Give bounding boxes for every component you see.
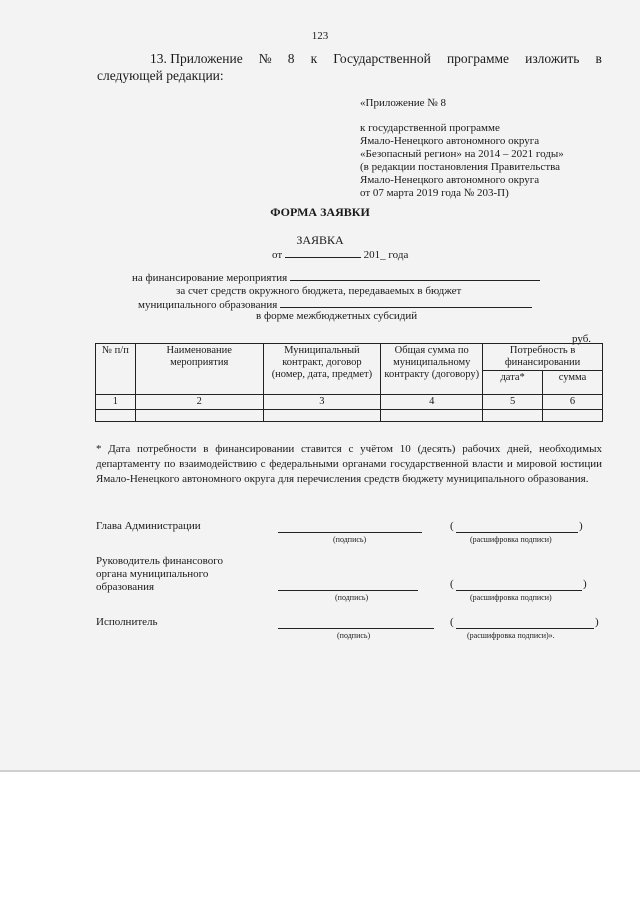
signature-line[interactable] xyxy=(278,627,434,629)
open-paren: ( xyxy=(450,520,454,532)
close-paren: ) xyxy=(579,520,583,532)
item-13-line2: следующей редакции: xyxy=(97,68,224,83)
name-line[interactable] xyxy=(456,627,594,629)
appendix-line: от 07 марта 2019 года № 203-П) xyxy=(360,187,509,199)
table-row xyxy=(96,395,603,410)
table-row xyxy=(96,410,603,422)
signature-line[interactable] xyxy=(278,531,422,533)
appendix-line: Ямало-Ненецкого автономного округа xyxy=(360,135,540,147)
header-date: дата* xyxy=(483,371,543,395)
date-prefix: от xyxy=(272,249,283,261)
open-paren: ( xyxy=(450,616,454,628)
column-number: 4 xyxy=(381,395,483,410)
purpose-line2: за счет средств окружного бюджета, передаваемых в бюджет xyxy=(176,285,462,297)
purpose-blank[interactable] xyxy=(290,270,540,281)
table-cell[interactable] xyxy=(543,410,603,422)
table-cell[interactable] xyxy=(135,410,263,422)
zayavka-title: ЗАЯВКА xyxy=(296,233,344,247)
name-line[interactable] xyxy=(456,531,578,533)
purpose-line1 xyxy=(132,270,540,284)
close-paren: ) xyxy=(583,578,587,590)
item13-word: 13. Приложение xyxy=(150,51,243,66)
appendix-line: Ямало-Ненецкого автономного округа xyxy=(360,174,540,186)
purpose-line4: в форме межбюджетных субсидий xyxy=(256,310,418,322)
appendix-line: «Безопасный регион» на 2014 – 2021 годы» xyxy=(360,148,564,160)
finance-head-label: Руководитель финансового органа муниципального образования xyxy=(96,555,224,593)
column-number: 1 xyxy=(96,395,136,410)
item13-word: 8 xyxy=(287,51,295,66)
page-edge xyxy=(0,770,640,772)
signature-caption: (подпись) xyxy=(335,593,369,602)
open-paren: ( xyxy=(450,578,454,590)
name-line[interactable] xyxy=(456,589,582,591)
head-label: Глава Администрации xyxy=(96,520,201,532)
decoding-caption: (расшифровка подписи) xyxy=(470,535,552,544)
date-blank[interactable] xyxy=(285,247,361,258)
signature-caption: (подпись) xyxy=(337,631,371,640)
item13-word: № xyxy=(258,51,272,66)
item-13-line1 xyxy=(150,51,602,67)
municipality-blank[interactable] xyxy=(280,297,532,308)
appendix-title: «Приложение № 8 xyxy=(360,97,447,109)
municipality-label: муниципального образования xyxy=(138,299,278,311)
date-suffix: года xyxy=(388,249,409,261)
header-contract: Муниципальный контракт, договор (номер, дата, предмет) xyxy=(263,344,381,395)
executor-label: Исполнитель xyxy=(96,616,158,628)
column-number: 2 xyxy=(135,395,263,410)
header-need: Потребность в финансировании xyxy=(483,344,603,371)
close-paren: ) xyxy=(595,616,599,628)
item13-word: Государственной xyxy=(333,51,431,66)
purpose-label: на финансирование мероприятия xyxy=(132,272,288,284)
page-number: 123 xyxy=(311,30,329,42)
signature-line[interactable] xyxy=(278,589,418,591)
signature-caption: (подпись) xyxy=(333,535,367,544)
purpose-line3 xyxy=(138,297,532,311)
column-number: 5 xyxy=(483,395,543,410)
item13-word: изложить xyxy=(525,51,580,66)
form-title: ФОРМА ЗАЯВКИ xyxy=(270,205,370,219)
table-cell[interactable] xyxy=(483,410,543,422)
item13-word: программе xyxy=(446,51,510,66)
item13-word: к xyxy=(310,51,318,66)
table-cell[interactable] xyxy=(381,410,483,422)
footnote: * Дата потребности в финансировании ставится с учётом 10 (десять) рабочих дней, необходимых департаменту по взаимодействию с федеральными органами государственной власти и мировой юстиции Ямало-Ненецкого автономного округа для перечисления средств бюджету муниципального образования. xyxy=(96,443,602,485)
appendix-line: (в редакции постановления Правительства xyxy=(360,161,561,173)
appendix-line: к государственной программе xyxy=(360,122,500,134)
column-number: 6 xyxy=(543,395,603,410)
column-number: 3 xyxy=(263,395,381,410)
financing-table xyxy=(95,343,603,422)
header-sum: сумма xyxy=(543,371,603,395)
decoding-caption: (расшифровка подписи)». xyxy=(467,631,555,640)
table-cell[interactable] xyxy=(263,410,381,422)
table-cell[interactable] xyxy=(96,410,136,422)
header-total: Общая сумма по муниципальному контракту (договору) xyxy=(381,344,483,395)
currency-label: руб. xyxy=(572,333,592,345)
header-name: Наименование мероприятия xyxy=(135,344,263,395)
item13-word: в xyxy=(595,51,602,66)
decoding-caption: (расшифровка подписи) xyxy=(470,593,552,602)
date-year: 201_ xyxy=(363,249,386,261)
zayavka-date xyxy=(272,247,408,261)
header-num: № п/п xyxy=(96,344,136,395)
